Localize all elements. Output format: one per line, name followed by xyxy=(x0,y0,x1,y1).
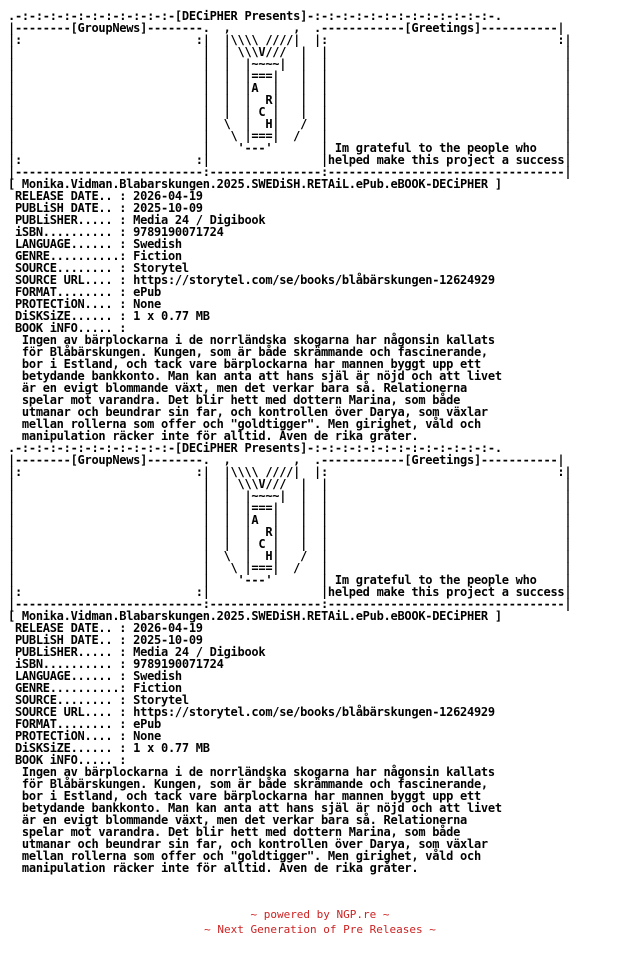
nfo-line: SOURCE URL.... : https://storytel.com/se/books/blåbärskungen-12624929 xyxy=(8,705,495,719)
nfo-line: BOOK iNFO..... : xyxy=(8,753,127,767)
nfo-line: manipulation räcker inte för alltid. Även de rika gråter. xyxy=(8,429,419,443)
nfo-line: | | | | R| | | | xyxy=(8,93,572,107)
nfo-line: GENRE..........: Fiction xyxy=(8,681,182,695)
nfo-line: | | | |A | | | | xyxy=(8,81,572,95)
nfo-line: | | '---' | Im grateful to the people who | xyxy=(8,573,572,587)
nfo-line: FORMAT........ : ePub xyxy=(8,717,162,731)
nfo-line: | | | |~~~~| | | | xyxy=(8,57,572,71)
nfo-line: FORMAT........ : ePub xyxy=(8,285,162,299)
nfo-line: RELEASE DATE.. : 2026-04-19 xyxy=(8,621,203,635)
nfo-line: | | | | C | | | | xyxy=(8,537,572,551)
footer-tagline: ~ Next Generation of Pre Releases ~ xyxy=(204,923,436,936)
nfo-line: DiSKSiZE...... : 1 x 0.77 MB xyxy=(8,741,210,755)
nfo-line: är en evigt blommande växt, men det verkar bara så. Relationerna xyxy=(8,813,468,827)
nfo-line: betydande bankkonto. Man kan anta att hans själ är nöjd och att livet xyxy=(8,801,502,815)
nfo-line: | | \ |===| / | | xyxy=(8,561,572,575)
nfo-line: iSBN.......... : 9789190071724 xyxy=(8,657,224,671)
nfo-line: | | | |===| | | | xyxy=(8,501,572,515)
nfo-line: SOURCE........ : Storytel xyxy=(8,261,189,275)
nfo-line: iSBN.......... : 9789190071724 xyxy=(8,225,224,239)
nfo-text-block xyxy=(8,10,571,874)
nfo-line: | | | |~~~~| | | | xyxy=(8,489,572,503)
nfo-line: mellan rollerna som offer och "goldtigger". Men girighet, våld och xyxy=(8,849,481,863)
nfo-line: GENRE..........: Fiction xyxy=(8,249,182,263)
nfo-line: [ Monika.Vidman.Blabarskungen.2025.SWEDiSH.RETAiL.ePub.eBOOK-DECiPHER ] xyxy=(8,177,502,191)
nfo-line: | | | \\\V/// | | | xyxy=(8,477,572,491)
nfo-line: |---------------------------:----------------:----------------------------------| xyxy=(8,165,572,179)
nfo-line: | | | | R| | | | xyxy=(8,525,572,539)
nfo-line: |: :| |\\\\ ////| |: :| xyxy=(8,465,572,479)
nfo-line: | | | |===| | | | xyxy=(8,69,572,83)
nfo-line: betydande bankkonto. Man kan anta att hans själ är nöjd och att livet xyxy=(8,369,502,383)
nfo-line: BOOK iNFO..... : xyxy=(8,321,127,335)
nfo-line: PUBLiSHER..... : Media 24 / Digibook xyxy=(8,645,266,659)
nfo-line: RELEASE DATE.. : 2026-04-19 xyxy=(8,189,203,203)
nfo-line: |--------[GroupNews]--------. , , .------------[Greetings]-----------| xyxy=(8,21,565,35)
nfo-line: bor i Estland, och tack vare bärplockarna har mannen byggt upp ett xyxy=(8,357,481,371)
nfo-line: spelar mot varandra. Det blir hett med dottern Marina, som både xyxy=(8,393,461,407)
nfo-line: .-:-:-:-:-:-:-:-:-:-:-:-[DECiPHER Presents]-:-:-:-:-:-:-:-:-:-:-:-:-:-. xyxy=(8,9,502,23)
nfo-line: | | | | C | | | | xyxy=(8,105,572,119)
nfo-line: | | \ | H| / | | xyxy=(8,549,572,563)
nfo-line: mellan rollerna som offer och "goldtigger". Men girighet, våld och xyxy=(8,417,481,431)
nfo-line: PROTECTiON.... : None xyxy=(8,297,162,311)
nfo-line: |--------[GroupNews]--------. , , .------------[Greetings]-----------| xyxy=(8,453,565,467)
nfo-line: PUBLiSH DATE.. : 2025-10-09 xyxy=(8,633,203,647)
nfo-line: Ingen av bärplockarna i de norrländska skogarna har någonsin kallats xyxy=(8,765,495,779)
nfo-line: |: :| |\\\\ ////| |: :| xyxy=(8,33,572,47)
nfo-line: |---------------------------:----------------:----------------------------------| xyxy=(8,597,572,611)
nfo-line: .-:-:-:-:-:-:-:-:-:-:-:-[DECiPHER Presents]-:-:-:-:-:-:-:-:-:-:-:-:-:-. xyxy=(8,441,502,455)
nfo-line: för Blåbärskungen. Kungen, som är både skrämmande och fascinerande, xyxy=(8,777,488,791)
nfo-line: SOURCE URL.... : https://storytel.com/se/books/blåbärskungen-12624929 xyxy=(8,273,495,287)
nfo-line: | | \ | H| / | | xyxy=(8,117,572,131)
nfo-line: Ingen av bärplockarna i de norrländska skogarna har någonsin kallats xyxy=(8,333,495,347)
nfo-line: LANGUAGE...... : Swedish xyxy=(8,669,182,683)
nfo-line: bor i Estland, och tack vare bärplockarna har mannen byggt upp ett xyxy=(8,789,481,803)
nfo-line: spelar mot varandra. Det blir hett med dottern Marina, som både xyxy=(8,825,461,839)
nfo-line: | | | |A | | | | xyxy=(8,513,572,527)
nfo-line: utmanar och beundrar sin far, och kontrollen över Darya, som växlar xyxy=(8,837,488,851)
nfo-line: PROTECTiON.... : None xyxy=(8,729,162,743)
footer-powered-by: ~ powered by NGP.re ~ xyxy=(250,908,390,921)
nfo-line: | | '---' | Im grateful to the people who | xyxy=(8,141,572,155)
nfo-line: för Blåbärskungen. Kungen, som är både skrämmande och fascinerande, xyxy=(8,345,488,359)
nfo-line: utmanar och beundrar sin far, och kontrollen över Darya, som växlar xyxy=(8,405,488,419)
nfo-line: är en evigt blommande växt, men det verkar bara så. Relationerna xyxy=(8,381,468,395)
nfo-line: SOURCE........ : Storytel xyxy=(8,693,189,707)
nfo-line: manipulation räcker inte för alltid. Även de rika gråter. xyxy=(8,861,419,875)
nfo-line: PUBLiSH DATE.. : 2025-10-09 xyxy=(8,201,203,215)
nfo-line: | | | \\\V/// | | | xyxy=(8,45,572,59)
nfo-line: PUBLiSHER..... : Media 24 / Digibook xyxy=(8,213,266,227)
nfo-line: | | \ |===| / | | xyxy=(8,129,572,143)
nfo-line: [ Monika.Vidman.Blabarskungen.2025.SWEDiSH.RETAiL.ePub.eBOOK-DECiPHER ] xyxy=(8,609,502,623)
nfo-line: DiSKSiZE...... : 1 x 0.77 MB xyxy=(8,309,210,323)
nfo-line: |: :| |helped make this project a success| xyxy=(8,585,572,599)
nfo-line: LANGUAGE...... : Swedish xyxy=(8,237,182,251)
nfo-line: |: :| |helped make this project a success| xyxy=(8,153,572,167)
